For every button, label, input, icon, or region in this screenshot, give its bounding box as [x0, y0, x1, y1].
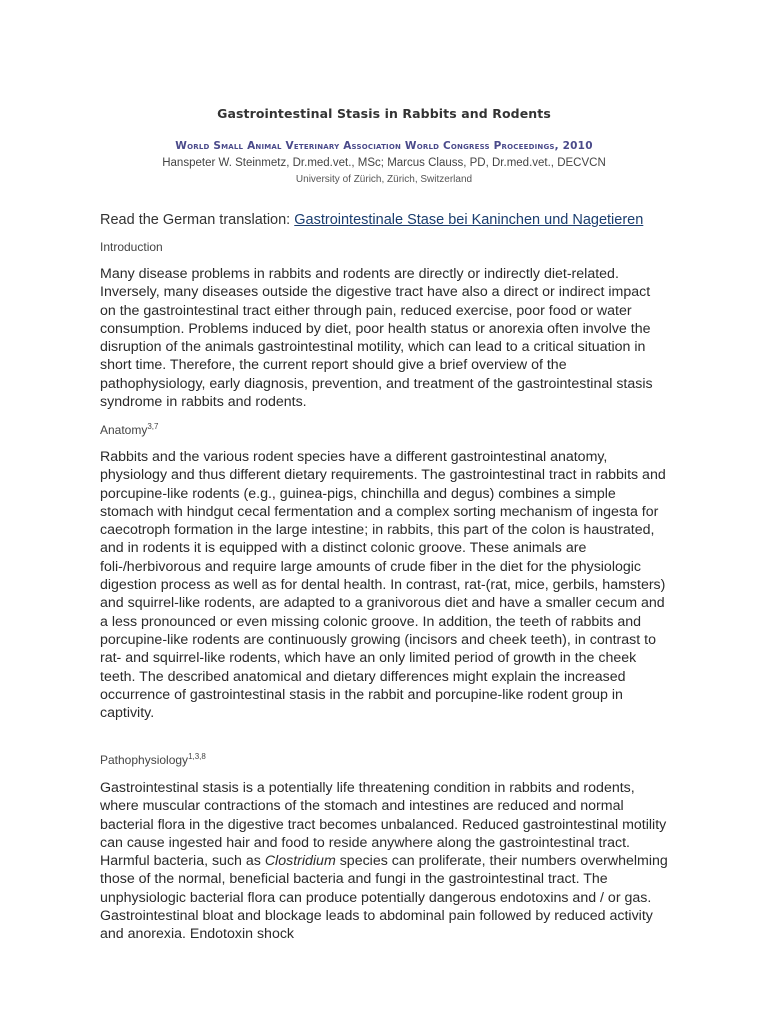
introduction-paragraph: Many disease problems in rabbits and rodents are directly or indirectly diet-related. Inversely, many diseases outside the digestive tract have also a direct or indirect impact on the gastrointestinal tract either through pain, reduced exercise, poor food or water consumption. Problems induced by diet, poor health status or anorexia often involve the disruption of the animals gastrointestinal motility, which can lead to a critical situation in short time. Therefore, the current report should give a brief overview of the pathophysiology, early diagnosis, prevention, and treatment of the gastrointestinal stasis syndrome in rabbits and rodents.: [100, 266, 653, 411]
german-translation-link[interactable]: Gastrointestinale Stase bei Kaninchen und Nagetieren: [294, 212, 644, 228]
pathophysiology-references: 1,3,8: [188, 752, 206, 761]
proceedings-line: World Small Animal Veterinary Association World Congress Proceedings, 2010: [175, 140, 593, 152]
section-heading-introduction: [100, 240, 163, 254]
pathophysiology-text-part1: Gastrointestinal stasis is a potentially life threatening condition in rabbits and rodents, where muscular contractions of the stomach and intestines are reduced and normal bacterial flora in the digestive tract becomes unbalanced. Reduced gastrointestinal motility can cause ingested hair and food to reside anywhere along the gastrointestinal tract. Harmful bacteria, such as: [100, 780, 667, 870]
anatomy-paragraph: Rabbits and the various rodent species have a different gastrointestinal anatomy, physiology and thus different dietary requirements. The gastrointestinal tract in rabbits and porcupine-like rodents (e.g., guinea-pigs, chinchilla and degus) combines a simple stomach with hindgut cecal fermentation and a complex sorting mechanism of ingesta for caecotroph formation in the large intestine; in rabbits, this part of the colon is haustrated, and in rodents it is equipped with a distinct colonic groove. These animals are foli-/herbivorous and require large amounts of crude fiber in the diet for the physiologic digestion process as well as for dental health. In contrast, rat-(rat, mice, gerbils, hamsters) and squirrel-like rodents, are adapted to a granivorous diet and have a smaller cecum and a less pronounced or even missing colonic groove. In addition, the teeth of rabbits and porcupine-like rodents are continuously growing (incisors and cheek teeth), in contrast to rat- and squirrel-like rodents, which have an only limited period of growth in the cheek teeth. The described anatomical and dietary differences might explain the increased occurrence of gastrointestinal stasis in the rabbit and porcupine-like rodent group in captivity.: [100, 449, 666, 722]
pathophysiology-text-part2: species can proliferate, their numbers overwhelming those of the normal, beneficial bacteria and fungi in the gastrointestinal tract. The unphysiologic bacterial flora can produce potentially dangerous endotoxins and / or gas. Gastrointestinal bloat and blockage leads to abdominal pain followed by reduced activity and anorexia. Endotoxin shock: [100, 853, 668, 943]
anatomy-references: 3,7: [147, 422, 159, 431]
anatomy-heading-text: Anatomy: [100, 423, 148, 437]
section-heading-pathophysiology: [100, 752, 206, 767]
section-heading-anatomy: [100, 422, 158, 437]
introduction-heading-text: Introduction: [100, 240, 163, 254]
author-list: Hanspeter W. Steinmetz, Dr.med.vet., MSc; Marcus Clauss, PD, Dr.med.vet., DECVCN: [162, 157, 606, 169]
article-title: Gastrointestinal Stasis in Rabbits and Rodents: [217, 106, 551, 121]
clostridium-term: Clostridium: [264, 853, 336, 870]
affiliation: University of Zürich, Zürich, Switzerland: [295, 174, 473, 185]
translation-notice: [100, 212, 680, 228]
pathophysiology-heading-text: Pathophysiology: [100, 753, 189, 767]
translation-prefix: Read the German translation:: [100, 212, 295, 228]
pathophysiology-paragraph: [100, 779, 668, 944]
